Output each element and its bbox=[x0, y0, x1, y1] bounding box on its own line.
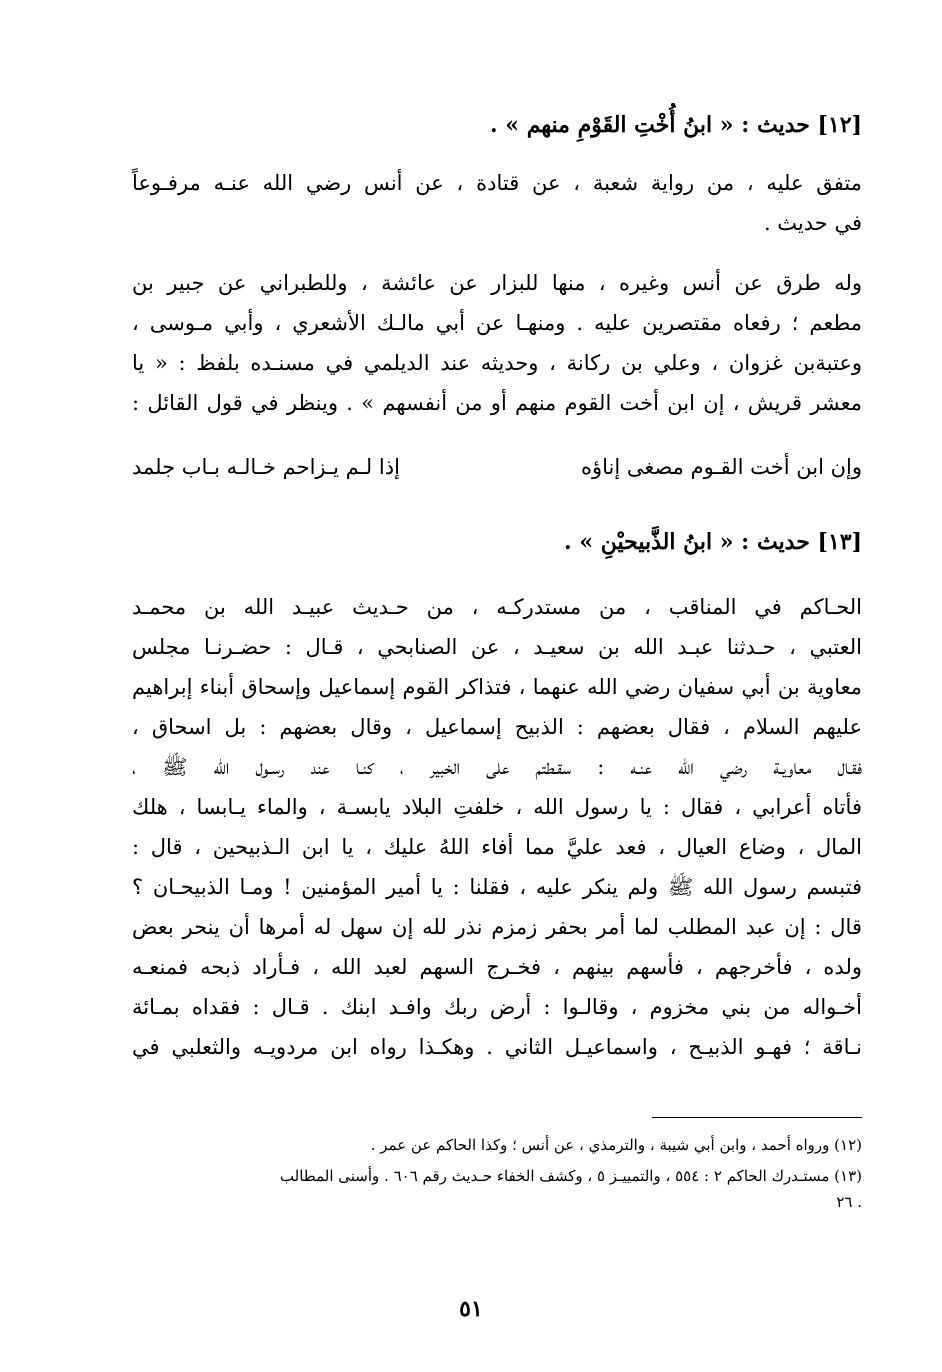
poem-hemistich-first: وإن ابن أخت القـوم مصغى إناؤه bbox=[580, 455, 862, 479]
text-line: أخـواله من بني مخزوم ، وقالـوا : أرض ربك وافـد ابنك . قـال : فقداه بمـائة bbox=[132, 995, 862, 1019]
hadith-number: [١٣] bbox=[817, 529, 862, 555]
footnote-13-continuation: . ٢٦ bbox=[836, 1193, 862, 1211]
text-line: معاوية بن أبي سفيان رضي الله عنهما ، فتذاكر القوم إسماعيل وإسحاق أبناء إبراهيم bbox=[132, 675, 862, 699]
hadith-heading-12 bbox=[132, 105, 862, 145]
text-line: نـاقة ؛ فهـو الذبيـح ، واسماعيـل الثاني . وهكـذا رواه ابن مردويـه والثعلبي في bbox=[132, 1035, 862, 1059]
footnote-13: (١٣) مستـدرك الحاكم ٢ : ٥٥٤ ، والتمييـز ٥ ، وكشف الخفاء حـديث رقم ٦٠٦ . وأسنى المطالب bbox=[279, 1167, 862, 1185]
text-line: الحـاكم في المناقب ، من مستدركـه ، من حـديث عبيـد الله بن محمـد bbox=[132, 595, 862, 619]
text-line: ولده ، فأخرجهم ، فأسهم بينهم ، فخـرج السهم لعبد الله ، فـأراد ذبحه فمنعـه bbox=[132, 955, 862, 979]
text-line: المال ، وضاع العيال ، فعد عليَّ مما أفاء اللهُ عليك ، يا ابن الـذبيحين ، قال : bbox=[132, 835, 862, 859]
text-line: العتبي ، حـدثنا عبـد الله بن سعيـد ، عن الصنابحي ، قـال : حضـرنـا مجلس bbox=[132, 635, 862, 659]
hadith-title: حديث : « ابنُ الذَّبيحيْنِ » . bbox=[564, 529, 810, 555]
text-line: مطعم ؛ رفعاه مقتصرين عليه . ومنهـا عن أبي مالـك الأشعري ، وأبي مـوسى ، bbox=[132, 311, 862, 335]
paragraph-13 bbox=[132, 587, 862, 1067]
hadith-number: [١٢] bbox=[817, 112, 862, 138]
footnote-divider bbox=[652, 1117, 862, 1118]
text-line: وعتبةبن غزوان ، وعلي بن ركانة ، وحديثه عند الديلمي في مسنـده بلفظ : « يا bbox=[132, 351, 862, 375]
text-line: متفق عليه ، من رواية شعبة ، عن قتادة ، عن أنس رضي الله عنـه مرفـوعاً bbox=[132, 171, 862, 195]
page-number: ٥١ bbox=[459, 1296, 483, 1322]
hadith-title: حديث : « ابنُ أُخْتِ القَوْمِ منهم » . bbox=[489, 112, 810, 138]
paragraph-12b bbox=[132, 263, 862, 423]
text-line: قال : إن عبد المطلب لما أمر بحفر زمزم نذر لله إن سهل له أمرها أن ينحر بعض bbox=[132, 915, 862, 939]
paragraph-12a bbox=[132, 163, 862, 243]
text-line: فتبسم رسول الله ﷺ ولم ينكر عليه ، فقلنا : يا أمير المؤمنين ! ومـا الذبيحـان ؟ bbox=[132, 875, 862, 899]
footnote-12: (١٢) ورواه أحمد ، وابن أبي شيبة ، والترمذي ، عن أنس ؛ وكذا الحاكم عن عمر . bbox=[370, 1136, 862, 1154]
hadith-heading-13 bbox=[132, 522, 862, 562]
text-line: في حديث . bbox=[763, 211, 862, 235]
text-line: فأتاه أعرابي ، فقال : يا رسول الله ، خلفتِ البلاد يابسـة ، والماء يـابسا ، هلك bbox=[132, 795, 862, 819]
text-line: عليهم السلام ، فقال بعضهم : الذبيح إسماعيل ، وقال بعضهم : بل اسحاق ، bbox=[132, 715, 862, 739]
poem-verse bbox=[132, 447, 862, 487]
text-line: وله طرق عن أنس وغيره ، منها للبزار عن عائشة ، وللطبراني عن جبير بن bbox=[132, 271, 862, 295]
text-line: معشر قريش ، إن ابن أخت القوم منهم أو من أنفسهم » . وينظر في قول القائل : bbox=[132, 391, 862, 415]
poem-hemistich-second: إذا لـم يـزاحم خـالـه بـاب جلمد bbox=[132, 455, 400, 479]
text-line: فقـال معاويـة رضي الله عنـه : سقـطتم على الخبير ، كنـا عند رسـول الله ﷺ ، bbox=[132, 755, 862, 779]
